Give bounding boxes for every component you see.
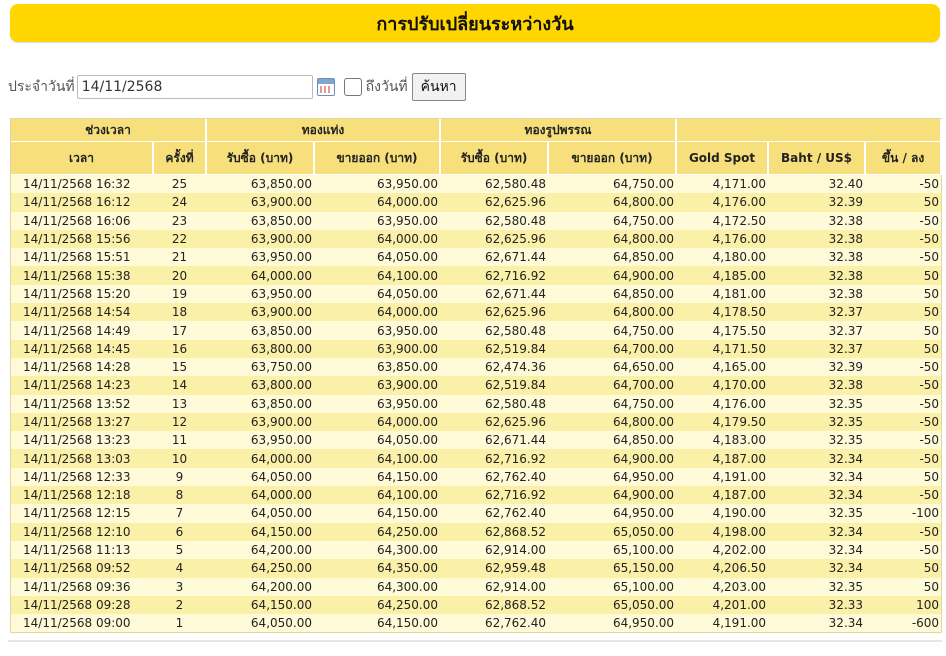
date-label: ประจำวันที่ xyxy=(8,79,75,95)
cell-bar-buy: 63,850.00 xyxy=(206,321,314,339)
cell-bar-sell: 64,150.00 xyxy=(314,468,440,486)
cell-bar-sell: 64,250.00 xyxy=(314,523,440,541)
cell-baht-usd: 32.37 xyxy=(768,340,865,358)
cell-bar-sell: 64,050.00 xyxy=(314,248,440,266)
cell-gold-spot: 4,187.00 xyxy=(676,449,768,467)
cell-bar-buy: 63,900.00 xyxy=(206,413,314,431)
cell-baht-usd: 32.37 xyxy=(768,321,865,339)
cell-ornament-buy: 62,762.40 xyxy=(440,468,548,486)
cell-baht-usd: 32.34 xyxy=(768,449,865,467)
cell-baht-usd: 32.34 xyxy=(768,523,865,541)
cell-ornament-sell: 64,850.00 xyxy=(548,431,676,449)
cell-bar-buy: 63,850.00 xyxy=(206,212,314,230)
table-row xyxy=(11,541,941,559)
table-row xyxy=(11,285,941,303)
column-header-row xyxy=(11,142,941,175)
cell-bar-buy: 63,900.00 xyxy=(206,230,314,248)
cell-change: -50 xyxy=(865,358,941,376)
cell-change: -50 xyxy=(865,212,941,230)
cell-bar-buy: 64,000.00 xyxy=(206,486,314,504)
cell-time: 14/11/2568 15:20 xyxy=(11,285,153,303)
cell-bar-sell: 64,100.00 xyxy=(314,486,440,504)
cell-baht-usd: 32.39 xyxy=(768,358,865,376)
cell-gold-spot: 4,176.00 xyxy=(676,395,768,413)
cell-baht-usd: 32.35 xyxy=(768,395,865,413)
cell-gold-spot: 4,171.00 xyxy=(676,175,768,194)
cell-ornament-sell: 64,750.00 xyxy=(548,175,676,194)
cell-round: 11 xyxy=(153,431,206,449)
cell-time: 14/11/2568 14:28 xyxy=(11,358,153,376)
cell-change: 50 xyxy=(865,193,941,211)
cell-baht-usd: 32.40 xyxy=(768,175,865,194)
cell-ornament-sell: 64,800.00 xyxy=(548,230,676,248)
cell-bar-buy: 63,950.00 xyxy=(206,248,314,266)
page-title: การปรับเปลี่ยนระหว่างวัน xyxy=(10,4,940,42)
cell-ornament-buy: 62,716.92 xyxy=(440,486,548,504)
cell-gold-spot: 4,191.00 xyxy=(676,614,768,632)
cell-ornament-buy: 62,716.92 xyxy=(440,266,548,284)
column-header-bar-sell: ขายออก (บาท) xyxy=(314,142,440,175)
cell-ornament-buy: 62,519.84 xyxy=(440,376,548,394)
cell-round: 15 xyxy=(153,358,206,376)
table-row xyxy=(11,175,941,194)
cell-gold-spot: 4,201.00 xyxy=(676,596,768,614)
cell-bar-buy: 64,200.00 xyxy=(206,578,314,596)
cell-bar-sell: 63,900.00 xyxy=(314,340,440,358)
cell-ornament-sell: 64,800.00 xyxy=(548,193,676,211)
to-date-checkbox[interactable] xyxy=(344,78,362,96)
cell-time: 14/11/2568 16:06 xyxy=(11,212,153,230)
table-row xyxy=(11,578,941,596)
cell-round: 5 xyxy=(153,541,206,559)
cell-bar-sell: 63,950.00 xyxy=(314,175,440,194)
cell-gold-spot: 4,176.00 xyxy=(676,193,768,211)
cell-gold-spot: 4,202.00 xyxy=(676,541,768,559)
cell-ornament-sell: 64,950.00 xyxy=(548,468,676,486)
cell-time: 14/11/2568 16:12 xyxy=(11,193,153,211)
calendar-icon[interactable] xyxy=(317,78,335,96)
cell-bar-sell: 64,250.00 xyxy=(314,596,440,614)
cell-baht-usd: 32.38 xyxy=(768,266,865,284)
cell-baht-usd: 32.35 xyxy=(768,413,865,431)
cell-time: 14/11/2568 09:36 xyxy=(11,578,153,596)
cell-time: 14/11/2568 09:00 xyxy=(11,614,153,632)
cell-time: 14/11/2568 13:52 xyxy=(11,395,153,413)
cell-ornament-sell: 65,100.00 xyxy=(548,541,676,559)
cell-time: 14/11/2568 16:32 xyxy=(11,175,153,194)
cell-baht-usd: 32.35 xyxy=(768,504,865,522)
cell-change: -50 xyxy=(865,376,941,394)
cell-baht-usd: 32.35 xyxy=(768,578,865,596)
table-row xyxy=(11,248,941,266)
cell-time: 14/11/2568 15:51 xyxy=(11,248,153,266)
price-table xyxy=(10,118,942,633)
cell-bar-sell: 64,100.00 xyxy=(314,449,440,467)
cell-baht-usd: 32.34 xyxy=(768,614,865,632)
cell-bar-buy: 64,050.00 xyxy=(206,614,314,632)
search-bar xyxy=(8,72,466,102)
cell-ornament-buy: 62,474.36 xyxy=(440,358,548,376)
cell-round: 9 xyxy=(153,468,206,486)
cell-bar-sell: 64,050.00 xyxy=(314,431,440,449)
cell-ornament-sell: 64,800.00 xyxy=(548,413,676,431)
cell-bar-buy: 63,800.00 xyxy=(206,376,314,394)
group-header-market xyxy=(676,119,941,142)
cell-bar-buy: 64,250.00 xyxy=(206,559,314,577)
cell-round: 14 xyxy=(153,376,206,394)
cell-time: 14/11/2568 15:56 xyxy=(11,230,153,248)
cell-change: -50 xyxy=(865,541,941,559)
cell-bar-buy: 63,850.00 xyxy=(206,395,314,413)
cell-change: 100 xyxy=(865,596,941,614)
cell-round: 20 xyxy=(153,266,206,284)
cell-bar-buy: 63,900.00 xyxy=(206,303,314,321)
cell-gold-spot: 4,180.00 xyxy=(676,248,768,266)
cell-time: 14/11/2568 09:52 xyxy=(11,559,153,577)
table-row xyxy=(11,266,941,284)
table-row xyxy=(11,431,941,449)
cell-gold-spot: 4,175.50 xyxy=(676,321,768,339)
cell-bar-sell: 64,350.00 xyxy=(314,559,440,577)
cell-ornament-buy: 62,959.48 xyxy=(440,559,548,577)
cell-gold-spot: 4,181.00 xyxy=(676,285,768,303)
cell-change: -50 xyxy=(865,175,941,194)
table-row xyxy=(11,376,941,394)
cell-baht-usd: 32.34 xyxy=(768,541,865,559)
column-header-ornament-sell: ขายออก (บาท) xyxy=(548,142,676,175)
group-header-period: ช่วงเวลา xyxy=(11,119,206,142)
date-input[interactable] xyxy=(77,75,313,99)
cell-round: 8 xyxy=(153,486,206,504)
cell-ornament-buy: 62,671.44 xyxy=(440,431,548,449)
cell-round: 6 xyxy=(153,523,206,541)
cell-ornament-sell: 64,700.00 xyxy=(548,340,676,358)
table-row xyxy=(11,321,941,339)
cell-bar-sell: 63,900.00 xyxy=(314,376,440,394)
cell-ornament-buy: 62,580.48 xyxy=(440,395,548,413)
cell-ornament-sell: 64,950.00 xyxy=(548,504,676,522)
cell-round: 18 xyxy=(153,303,206,321)
cell-round: 22 xyxy=(153,230,206,248)
cell-ornament-buy: 62,868.52 xyxy=(440,523,548,541)
cell-round: 21 xyxy=(153,248,206,266)
cell-time: 14/11/2568 14:23 xyxy=(11,376,153,394)
cell-ornament-sell: 64,950.00 xyxy=(548,614,676,632)
cell-change: -50 xyxy=(865,395,941,413)
cell-ornament-buy: 62,625.96 xyxy=(440,193,548,211)
cell-bar-buy: 64,150.00 xyxy=(206,596,314,614)
table-row xyxy=(11,523,941,541)
cell-bar-buy: 63,800.00 xyxy=(206,340,314,358)
cell-gold-spot: 4,190.00 xyxy=(676,504,768,522)
cell-round: 25 xyxy=(153,175,206,194)
table-row xyxy=(11,212,941,230)
group-header-gold-ornament: ทองรูปพรรณ xyxy=(440,119,676,142)
cell-change: 50 xyxy=(865,578,941,596)
cell-round: 3 xyxy=(153,578,206,596)
cell-ornament-sell: 65,150.00 xyxy=(548,559,676,577)
column-header-time: เวลา xyxy=(11,142,153,175)
cell-bar-sell: 63,950.00 xyxy=(314,321,440,339)
cell-ornament-sell: 64,900.00 xyxy=(548,449,676,467)
cell-ornament-sell: 64,850.00 xyxy=(548,248,676,266)
cell-ornament-buy: 62,671.44 xyxy=(440,285,548,303)
cell-ornament-buy: 62,762.40 xyxy=(440,614,548,632)
cell-ornament-buy: 62,580.48 xyxy=(440,175,548,194)
cell-round: 2 xyxy=(153,596,206,614)
column-header-ornament-buy: รับซื้อ (บาท) xyxy=(440,142,548,175)
cell-baht-usd: 32.34 xyxy=(768,559,865,577)
cell-ornament-buy: 62,868.52 xyxy=(440,596,548,614)
cell-ornament-sell: 64,650.00 xyxy=(548,358,676,376)
divider xyxy=(8,640,942,642)
cell-ornament-sell: 64,850.00 xyxy=(548,285,676,303)
group-header-row xyxy=(11,119,941,142)
cell-change: -50 xyxy=(865,248,941,266)
cell-change: -50 xyxy=(865,431,941,449)
cell-gold-spot: 4,176.00 xyxy=(676,230,768,248)
table-row xyxy=(11,230,941,248)
cell-ornament-buy: 62,762.40 xyxy=(440,504,548,522)
cell-ornament-buy: 62,716.92 xyxy=(440,449,548,467)
cell-change: -100 xyxy=(865,504,941,522)
cell-gold-spot: 4,178.50 xyxy=(676,303,768,321)
cell-bar-sell: 64,100.00 xyxy=(314,266,440,284)
cell-baht-usd: 32.35 xyxy=(768,431,865,449)
to-date-label: ถึงวันที่ xyxy=(365,79,408,95)
cell-baht-usd: 32.38 xyxy=(768,230,865,248)
column-header-gold-spot: Gold Spot xyxy=(676,142,768,175)
cell-change: 50 xyxy=(865,303,941,321)
cell-ornament-buy: 62,625.96 xyxy=(440,413,548,431)
cell-ornament-buy: 62,580.48 xyxy=(440,321,548,339)
cell-round: 24 xyxy=(153,193,206,211)
table-row xyxy=(11,358,941,376)
cell-baht-usd: 32.37 xyxy=(768,303,865,321)
cell-baht-usd: 32.38 xyxy=(768,285,865,303)
cell-time: 14/11/2568 12:18 xyxy=(11,486,153,504)
cell-round: 4 xyxy=(153,559,206,577)
column-header-change: ขึ้น / ลง xyxy=(865,142,941,175)
cell-bar-sell: 64,000.00 xyxy=(314,230,440,248)
cell-change: -50 xyxy=(865,449,941,467)
cell-baht-usd: 32.38 xyxy=(768,248,865,266)
column-header-round: ครั้งที่ xyxy=(153,142,206,175)
cell-gold-spot: 4,191.00 xyxy=(676,468,768,486)
cell-ornament-buy: 62,625.96 xyxy=(440,230,548,248)
cell-baht-usd: 32.39 xyxy=(768,193,865,211)
cell-ornament-buy: 62,625.96 xyxy=(440,303,548,321)
cell-bar-buy: 64,050.00 xyxy=(206,468,314,486)
cell-bar-sell: 64,300.00 xyxy=(314,541,440,559)
table-row xyxy=(11,486,941,504)
cell-change: -50 xyxy=(865,230,941,248)
cell-gold-spot: 4,171.50 xyxy=(676,340,768,358)
cell-bar-sell: 63,950.00 xyxy=(314,395,440,413)
cell-time: 14/11/2568 12:33 xyxy=(11,468,153,486)
cell-round: 17 xyxy=(153,321,206,339)
cell-gold-spot: 4,198.00 xyxy=(676,523,768,541)
cell-ornament-buy: 62,580.48 xyxy=(440,212,548,230)
cell-baht-usd: 32.38 xyxy=(768,376,865,394)
table-row xyxy=(11,596,941,614)
cell-time: 14/11/2568 11:13 xyxy=(11,541,153,559)
table-row xyxy=(11,303,941,321)
cell-bar-sell: 64,300.00 xyxy=(314,578,440,596)
cell-time: 14/11/2568 13:03 xyxy=(11,449,153,467)
cell-bar-sell: 64,050.00 xyxy=(314,285,440,303)
cell-ornament-sell: 64,750.00 xyxy=(548,395,676,413)
cell-bar-buy: 64,000.00 xyxy=(206,266,314,284)
cell-bar-buy: 63,900.00 xyxy=(206,193,314,211)
cell-change: 50 xyxy=(865,266,941,284)
cell-bar-buy: 64,200.00 xyxy=(206,541,314,559)
cell-bar-buy: 63,750.00 xyxy=(206,358,314,376)
cell-time: 14/11/2568 14:49 xyxy=(11,321,153,339)
cell-ornament-sell: 64,750.00 xyxy=(548,212,676,230)
cell-ornament-buy: 62,671.44 xyxy=(440,248,548,266)
cell-gold-spot: 4,170.00 xyxy=(676,376,768,394)
column-header-bar-buy: รับซื้อ (บาท) xyxy=(206,142,314,175)
table-row xyxy=(11,193,941,211)
cell-ornament-sell: 64,750.00 xyxy=(548,321,676,339)
cell-ornament-sell: 64,900.00 xyxy=(548,486,676,504)
cell-bar-buy: 63,950.00 xyxy=(206,431,314,449)
group-header-gold-bar: ทองแท่ง xyxy=(206,119,440,142)
cell-baht-usd: 32.34 xyxy=(768,468,865,486)
cell-change: 50 xyxy=(865,468,941,486)
cell-bar-sell: 64,150.00 xyxy=(314,614,440,632)
cell-time: 14/11/2568 13:27 xyxy=(11,413,153,431)
cell-time: 14/11/2568 12:15 xyxy=(11,504,153,522)
cell-bar-buy: 64,050.00 xyxy=(206,504,314,522)
cell-ornament-sell: 64,700.00 xyxy=(548,376,676,394)
cell-gold-spot: 4,203.00 xyxy=(676,578,768,596)
cell-bar-sell: 64,150.00 xyxy=(314,504,440,522)
cell-gold-spot: 4,206.50 xyxy=(676,559,768,577)
cell-round: 7 xyxy=(153,504,206,522)
cell-baht-usd: 32.33 xyxy=(768,596,865,614)
cell-bar-buy: 63,850.00 xyxy=(206,175,314,194)
cell-gold-spot: 4,187.00 xyxy=(676,486,768,504)
column-header-baht-usd: Baht / US$ xyxy=(768,142,865,175)
cell-ornament-buy: 62,914.00 xyxy=(440,578,548,596)
table-row xyxy=(11,413,941,431)
cell-ornament-sell: 65,100.00 xyxy=(548,578,676,596)
table-row xyxy=(11,449,941,467)
cell-gold-spot: 4,179.50 xyxy=(676,413,768,431)
cell-change: 50 xyxy=(865,340,941,358)
table-row xyxy=(11,614,941,632)
cell-change: -50 xyxy=(865,523,941,541)
cell-time: 14/11/2568 12:10 xyxy=(11,523,153,541)
cell-bar-buy: 63,950.00 xyxy=(206,285,314,303)
search-button[interactable]: ค้นหา xyxy=(412,73,466,101)
cell-round: 10 xyxy=(153,449,206,467)
cell-bar-buy: 64,000.00 xyxy=(206,449,314,467)
cell-time: 14/11/2568 14:45 xyxy=(11,340,153,358)
cell-bar-sell: 64,000.00 xyxy=(314,303,440,321)
table-row xyxy=(11,504,941,522)
cell-round: 23 xyxy=(153,212,206,230)
cell-bar-sell: 63,950.00 xyxy=(314,212,440,230)
cell-bar-sell: 64,000.00 xyxy=(314,193,440,211)
table-row xyxy=(11,395,941,413)
cell-time: 14/11/2568 15:38 xyxy=(11,266,153,284)
cell-gold-spot: 4,165.00 xyxy=(676,358,768,376)
cell-baht-usd: 32.38 xyxy=(768,212,865,230)
table-row xyxy=(11,468,941,486)
cell-ornament-buy: 62,519.84 xyxy=(440,340,548,358)
cell-baht-usd: 32.34 xyxy=(768,486,865,504)
cell-ornament-sell: 64,800.00 xyxy=(548,303,676,321)
cell-time: 14/11/2568 09:28 xyxy=(11,596,153,614)
cell-gold-spot: 4,183.00 xyxy=(676,431,768,449)
cell-ornament-sell: 64,900.00 xyxy=(548,266,676,284)
cell-gold-spot: 4,185.00 xyxy=(676,266,768,284)
cell-round: 16 xyxy=(153,340,206,358)
cell-change: 50 xyxy=(865,559,941,577)
cell-bar-sell: 64,000.00 xyxy=(314,413,440,431)
cell-bar-buy: 64,150.00 xyxy=(206,523,314,541)
cell-bar-sell: 63,850.00 xyxy=(314,358,440,376)
cell-change: 50 xyxy=(865,285,941,303)
cell-ornament-buy: 62,914.00 xyxy=(440,541,548,559)
cell-round: 13 xyxy=(153,395,206,413)
cell-change: 50 xyxy=(865,321,941,339)
cell-round: 12 xyxy=(153,413,206,431)
cell-ornament-sell: 65,050.00 xyxy=(548,596,676,614)
cell-ornament-sell: 65,050.00 xyxy=(548,523,676,541)
cell-change: -600 xyxy=(865,614,941,632)
cell-gold-spot: 4,172.50 xyxy=(676,212,768,230)
cell-round: 1 xyxy=(153,614,206,632)
cell-change: -50 xyxy=(865,413,941,431)
cell-time: 14/11/2568 13:23 xyxy=(11,431,153,449)
cell-change: -50 xyxy=(865,486,941,504)
table-row xyxy=(11,559,941,577)
cell-round: 19 xyxy=(153,285,206,303)
table-row xyxy=(11,340,941,358)
cell-time: 14/11/2568 14:54 xyxy=(11,303,153,321)
